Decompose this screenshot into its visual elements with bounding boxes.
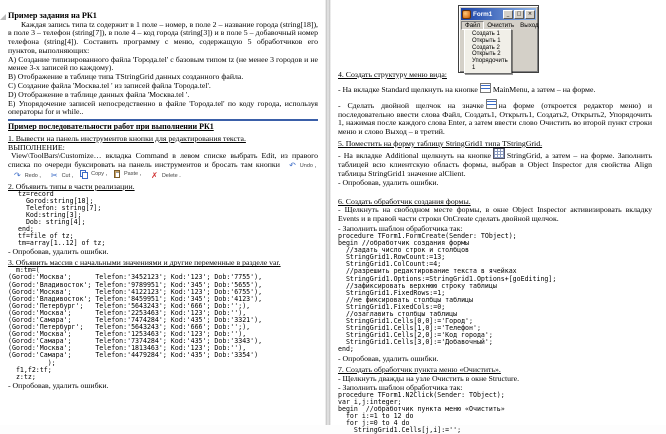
- task-list: [8, 56, 318, 118]
- code-line: end;: [18, 225, 34, 234]
- delete-label: Delete .: [159, 173, 181, 180]
- step-4-instruction-b: [338, 99, 652, 137]
- code-line: f1,f2:tf;: [8, 365, 52, 374]
- redo-button: [11, 172, 41, 180]
- maximize-button[interactable]: □: [514, 10, 524, 19]
- code-line: tz=record: [18, 189, 54, 198]
- close-button[interactable]: ×: [525, 10, 535, 19]
- code-line: (Gorod:'Петербург'; Telefon:'5643243'; Kod:'666'; Dob:'';),: [8, 323, 251, 332]
- task-item: B) Отображение в таблице типа TStringGrid данных созданного файла.: [8, 72, 244, 82]
- step-2-heading: 2. Объявить типы в части реализации.: [8, 181, 135, 191]
- code-line: (Gorod:'Самара'; Telefon:'4479284'; Kod:'435'; Dob:'3354'): [8, 351, 259, 360]
- copy-icon: [80, 170, 87, 178]
- code-line: Gorod:string[18];: [18, 196, 94, 205]
- code-line: //зафиксировать верхнюю строку таблицы: [338, 281, 497, 290]
- code-block-types: [8, 191, 318, 248]
- undo-label: Undo ,: [297, 163, 316, 170]
- code-line: StringGrid1.FixedRows:=1;: [338, 288, 446, 297]
- code-line: Dob: string[4];: [18, 217, 86, 226]
- code-line: for j:=0 to 4 do: [338, 418, 410, 427]
- code-line: z:tz;: [8, 372, 36, 381]
- step-5-instruction: [338, 148, 652, 178]
- note-try-remove-errors: - Опробовав, удалить ошибки.: [338, 353, 439, 363]
- delete-icon: ✗: [151, 170, 158, 180]
- intro-paragraph: Каждая запись типа tz содержит в 1 поле – номер, в поле 2 – название города (string[18]), в поле 3 – телефон (string[7]), в поле 4 – код города (string[3]) и в поле 5 – добавочный номер телефона (string[4]). Составить программу с меню, содержащую 5 обработчиков его пунктов, выполняющих:: [8, 19, 318, 55]
- code-line: (Gorod:'Москва'; Telefon:'4122123'; Kod:'123'; Dob:'6755'),: [8, 287, 263, 296]
- menu-designer-icon: [486, 99, 497, 109]
- step-4a-text: - На вкладке Standard щелкнуть на кнопке: [338, 85, 478, 94]
- code-line: (Gorod:'Москва'; Telefon:'3452123'; Kod:'123'; Dob:'7755'),: [8, 273, 263, 282]
- copy-label: Copy ,: [88, 171, 107, 178]
- code-line: (Gorod:'Владивосток'; Telefon:'8459951'; Kod:'345'; Dob:'4123'),: [8, 294, 263, 303]
- code-block-formcreate: [338, 233, 652, 354]
- doc-title: Пример задания на РК1: [8, 11, 97, 20]
- page-2-content: [331, 0, 666, 434]
- step-5-text: - На вкладке Additional щелкнуть на кнопке: [338, 150, 491, 160]
- menu-clear[interactable]: Очистить: [487, 21, 515, 29]
- code-line: begin //обработчик создания формы: [338, 239, 470, 248]
- code-line: StringGrid1.Cells[2,0]:='Код города';: [338, 331, 493, 340]
- code-line: StringGrid1.FixedCols:=0;: [338, 302, 446, 311]
- page-1: [0, 0, 325, 425]
- note-try-remove-errors: - Опробовав, удалить ошибки.: [338, 178, 439, 188]
- undo-icon: ↶: [289, 160, 296, 170]
- code-line: //задать число строк и столбцов: [338, 246, 470, 255]
- delete-button: [148, 172, 181, 180]
- task-item: А) Создание типизированного файла 'Города.tel' с базовым типом tz (не менее 3 городов и не менее 3-х записей по каждому).: [8, 54, 318, 73]
- redo-icon: ↷: [14, 170, 21, 180]
- step-4-instruction-a: [338, 83, 652, 95]
- note-try-remove-errors: - Опробовав, удалить ошибки.: [8, 380, 109, 390]
- step-7-heading: 7. Создать обработчик пункта меню «Очистить».: [338, 364, 501, 374]
- code-line: begin //обработчик пункта меню «Очистить»: [338, 404, 505, 413]
- menu-file[interactable]: Файл: [461, 21, 484, 30]
- code-line: StringGrid1.Cells[3,0]:='Добавочный';: [338, 338, 493, 347]
- execution-label: ВЫПОЛНЕНИЕ:: [8, 142, 65, 152]
- menu-item[interactable]: Открыть 2: [472, 51, 501, 58]
- window-title: Form1: [473, 10, 493, 18]
- task-item: D) Отображение в таблице данных файла 'Москва.tel '.: [8, 89, 190, 99]
- cut-button: [48, 172, 73, 180]
- code-line: (Gorod:'Петербург'; Telefon:'5643243'; Kod:'666'; Dob:'';),: [8, 301, 251, 310]
- code-line: //разрешить редактирование текста в ячейках: [338, 267, 517, 276]
- code-line: procedure TForm1.N2Click(Sender: TObject);: [338, 390, 505, 399]
- paste-button: [114, 170, 141, 178]
- code-line: end;: [338, 345, 354, 354]
- step-5-text-cont: StringGrid, а затем – на форме. Заполнить таблицей всю клиентскую область формы, выбрав в Object Inspector для свойства Align таблицы StringGrid1 значение alClient.: [338, 150, 652, 178]
- page-2: [331, 0, 666, 434]
- code-line: StringGrid1.Cells[1,0]:='Телефон';: [338, 324, 481, 333]
- sequence-heading: Пример последовательности работ при выполнении РК1: [8, 119, 318, 132]
- code-line: Telefon: string[7];: [18, 203, 102, 212]
- step-3-heading: 3. Объявить массив с начальными значениями и другие переменные в разделе var.: [8, 258, 281, 268]
- menu-exit[interactable]: Выход: [520, 21, 539, 29]
- code-line: (Gorod:'Москва'; Telefon:'2253463'; Kod:'123'; Dob:''),: [8, 308, 247, 317]
- paste-label: Paste ,: [121, 171, 141, 178]
- step-7-instruction-b: - Заполнить шаблон обработчика так:: [338, 382, 463, 392]
- code-line: tm=array[1..12] of tz;: [18, 239, 106, 248]
- menu-item[interactable]: Создать 1: [472, 31, 500, 37]
- minimize-button[interactable]: _: [503, 10, 513, 19]
- task-item: E) Упорядочение записей непосредственно в файле 'Города.tel' по коду города, используя операторы for и while..: [8, 98, 318, 117]
- redo-label: Redo ,: [22, 173, 41, 180]
- code-line: StringGrid1.ColCount:=4;: [338, 260, 442, 269]
- menu-item[interactable]: Открыть 1: [472, 37, 501, 44]
- menu-item[interactable]: Упорядочить 1: [472, 58, 508, 71]
- step-4b-text: - Сделать двойной щелчок на значке: [338, 100, 484, 110]
- step-4-heading: 4. Создать структуру меню вида:: [338, 70, 447, 79]
- step-7-instruction-a: - Щелкнуть дважды на узле Очистить в окне Structure.: [338, 373, 520, 383]
- code-line: StringGrid1.Options:=StringGrid1.Options+[goEditing];: [338, 274, 557, 283]
- cut-label: Cut ,: [59, 173, 74, 180]
- menu-item[interactable]: Создать 2: [472, 44, 500, 51]
- step-4a-text-cont: MainMenu, а затем – на форме.: [492, 85, 596, 94]
- toolbar-instructions: View\ToolBars\Customize… вкладка Command в левом списке выбрать Edit, из правого списка по очереди буксировать на панель инструментов и бросать там кнопки: [8, 150, 318, 169]
- toolbar-paragraph: [8, 152, 318, 180]
- step-6-heading: 6. Создать обработчик создания формы.: [338, 197, 471, 207]
- mainmenu-icon: [480, 83, 491, 93]
- step-1-heading: 1. Вывести на панель инструментов кнопки для редактирования текста.: [8, 133, 246, 143]
- code-line: (Gorod:'Москва'; Telefon:'1253463'; Kod:'123'; Dob:''),: [8, 330, 247, 339]
- task-item: C) Создание файла 'Москва.tel ' из записей файла 'Города.tel'.: [8, 81, 211, 91]
- code-block-n2click: [338, 392, 652, 434]
- cut-icon: ✂: [50, 170, 58, 180]
- undo-button: [286, 162, 316, 170]
- code-line: StringGrid1.Cells[j,i]:='';: [338, 426, 462, 434]
- code-line: (Gorod:'Самара'; Telefon:'7474284'; Kod:'435'; Dob:'3321'),: [8, 315, 263, 324]
- code-line: //не фиксировать столбцы таблицы: [338, 295, 473, 304]
- code-line: m:tm=(: [8, 266, 40, 275]
- code-line: var i,j:integer;: [338, 397, 402, 406]
- code-line: (Gorod:'Владивосток'; Telefon:'9789951'; Kod:'345'; Dob:'5655'),: [8, 280, 263, 289]
- code-line: StringGrid1.RowCount:=13;: [338, 253, 446, 262]
- stringgrid-icon: [493, 148, 505, 159]
- code-line: (Gorod:'Москва'; Telefon:'1813463'; Kod:'123'; Dob:''),: [8, 344, 247, 353]
- paste-icon: [114, 170, 120, 178]
- code-line: StringGrid1.Cells[0,0]:='Город';: [338, 317, 473, 326]
- code-line: procedure TForm1.FormCreate(Sender: TObject);: [338, 231, 517, 240]
- code-line: );: [8, 358, 56, 367]
- page-1-content: [0, 0, 325, 390]
- code-line: Kod:string[3];: [18, 210, 82, 219]
- code-line: //озаглавить столбцы таблицы: [338, 310, 458, 318]
- note-try-remove-errors: - Опробовав, удалить ошибки.: [8, 247, 109, 257]
- step-6-instruction-a: - Щелкнуть на свободном месте формы, в окне Object Inspector активизировать вкладку Events и в правой части строки OnCreate сделать двойной щелчок.: [338, 205, 652, 224]
- step-5-heading: 5. Поместить на форму таблицу StringGrid1 типа TStringGrid.: [338, 138, 543, 148]
- code-line: (Gorod:'Самара'; Telefon:'7374284'; Kod:'435'; Dob:'3343'),: [8, 337, 263, 346]
- code-line: for i:=1 to 12 do: [338, 411, 414, 420]
- step-4b-text-cont: на форме (откроется редактор меню) и последовательно ввести слова Файл, Создать1, Открыть1, Создать2, Открыть2, Упорядочить 1, нажимая после каждого слова Enter, а затем ввести слово Очистить во второй пункт строки меню и слово Выход – в третий.: [338, 100, 652, 137]
- copy-button: [80, 170, 107, 178]
- code-block-array: [8, 267, 318, 381]
- step-6-instruction-b: - Заполнить шаблон обработчика так:: [338, 223, 463, 233]
- code-line: tf=file of tz;: [18, 232, 74, 241]
